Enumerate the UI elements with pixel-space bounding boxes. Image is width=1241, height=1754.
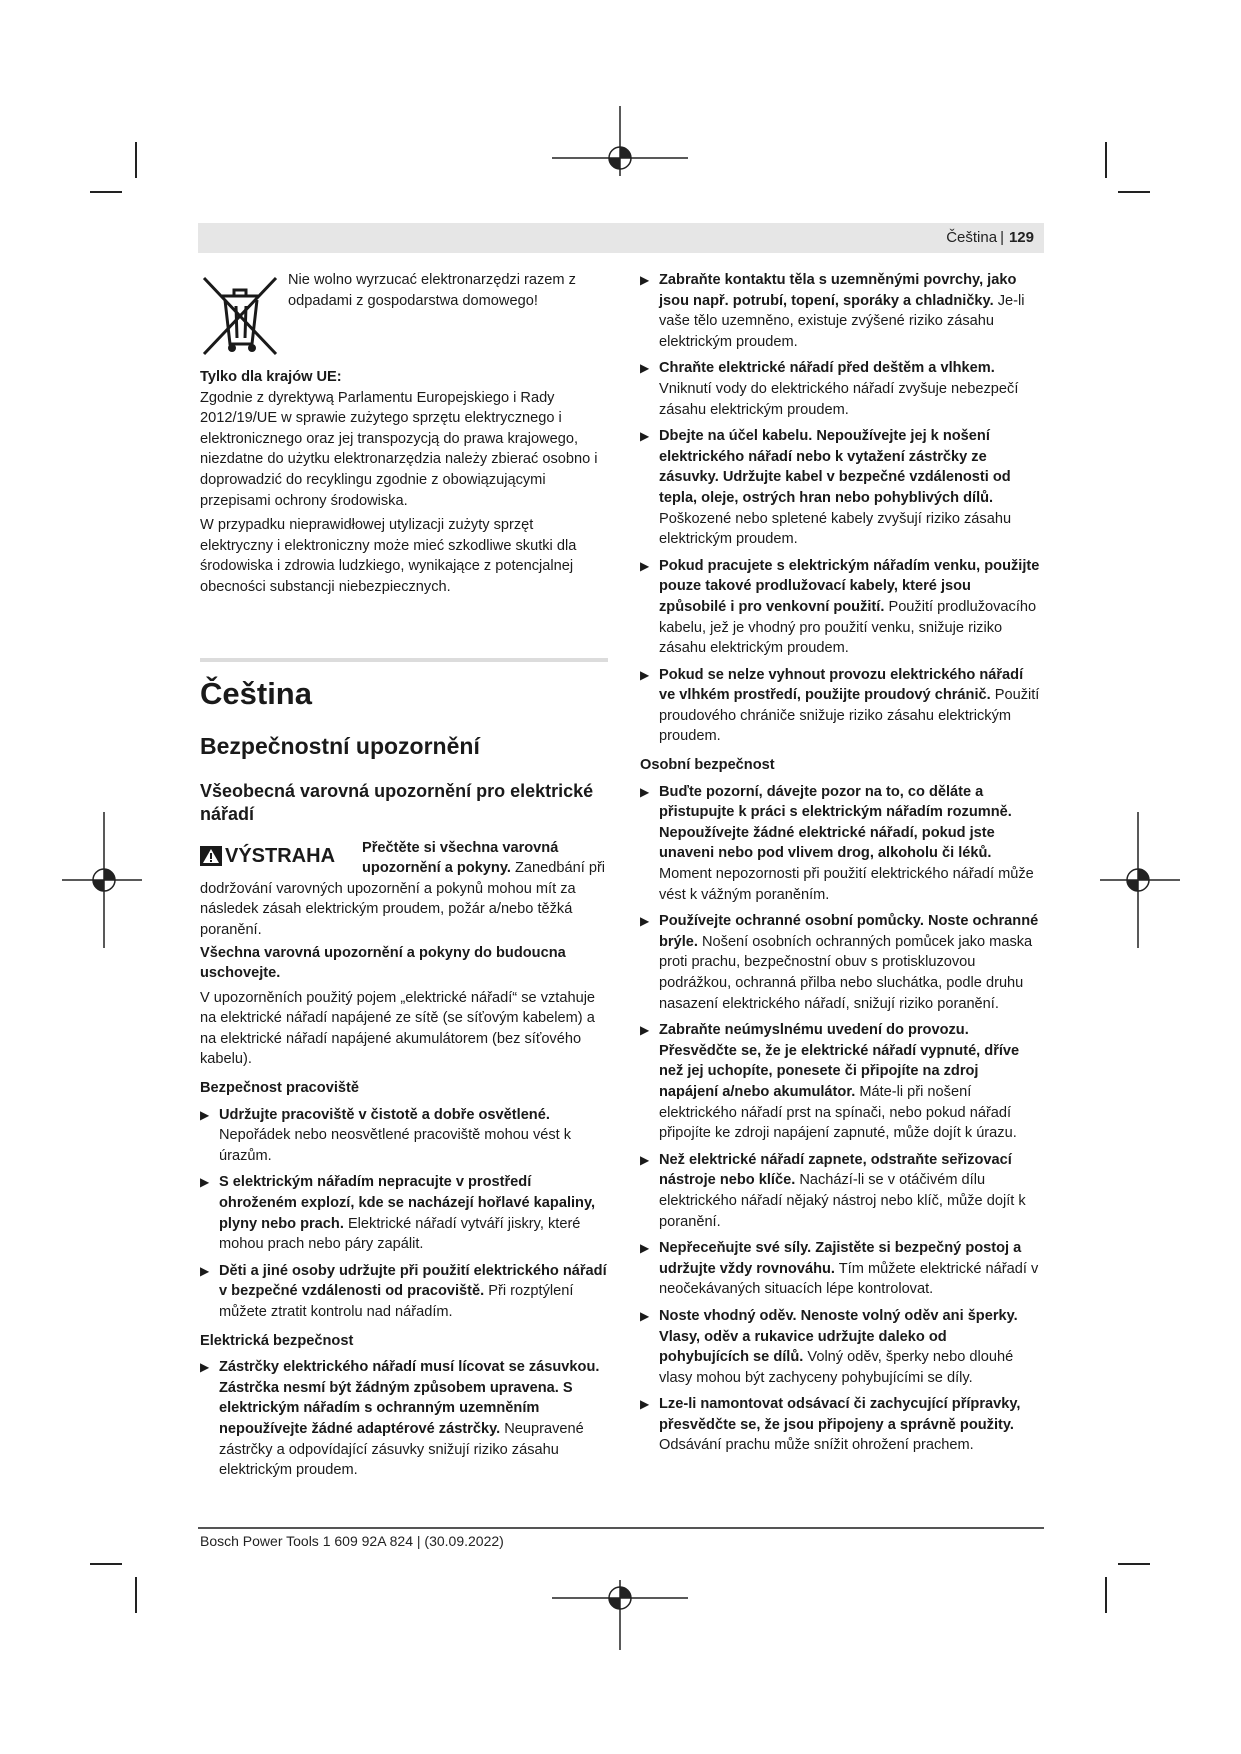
list-item — [640, 665, 1040, 747]
list-item — [640, 358, 1040, 420]
page-number: 129 — [1008, 229, 1034, 246]
item-bold-text: Buďte pozorní, dávejte pozor na to, co děláte a přistupujte k práci s elektrickým nářadím rozumně. Nepoužívejte žádné elektrické nářadí, pokud jste unaveni nebo pod vlivem drog, alkoholu či léků. — [659, 783, 1012, 862]
item-text: Nošení osobních ochranných pomůcek jako maska proti prachu, bezpečnostní obuv s protiskluzovou podrážkou, ochranná přilba nebo sluchátka, podle druhu nasazení elektrického nářadí, snižují riziko poranění. — [659, 933, 1033, 1012]
list-item — [200, 1105, 608, 1167]
item-text: Odsávání prachu může snížit ohrožení prachem. — [659, 1437, 974, 1454]
crop-mark — [135, 1577, 137, 1613]
list-item — [640, 556, 1040, 659]
list-item — [200, 1261, 608, 1323]
item-text: Při rozptýlení můžete ztratit kontrolu nad nářadím. — [219, 1283, 574, 1320]
safety-title: Bezpečnostní upozornění — [200, 732, 480, 759]
warning-text: Přečtěte si všechna varovná upozornění a pokyny. Zanedbání při dodržování varovných upozornění a pokynů mohou mít za následek zásah elektrickým proudem, požár a/nebo těžká poranění. — [200, 839, 606, 938]
workplace-heading: Bezpečnost pracoviště — [200, 1080, 359, 1097]
electric-list — [200, 1357, 608, 1481]
triangle-bullet-icon: ▶ — [200, 1175, 210, 1190]
item-bold-text: S elektrickým nářadím nepracujte v prostředí ohroženém explozí, kde se nacházejí hořlavé kapaliny, plyny nebo prach. — [219, 1174, 596, 1232]
crop-mark — [90, 191, 122, 193]
registration-mark-icon — [552, 106, 688, 176]
triangle-bullet-icon: ▶ — [640, 1241, 650, 1256]
crop-mark — [1105, 142, 1107, 178]
item-text: Nepořádek nebo neosvětlené pracoviště mohou vést k úrazům. — [219, 1127, 572, 1164]
header-section: Čeština — [946, 229, 998, 246]
triangle-bullet-icon: ▶ — [640, 273, 650, 287]
eu-heading: Tylko dla krajów UE: — [200, 369, 342, 385]
item-bold-text: Pokud se nelze vyhnout provozu elektrického nářadí ve vlhkém prostředí, použijte proudový chránič. — [659, 666, 1024, 704]
footer-text: Bosch Power Tools 1 609 92A 824 | (30.09.2022) — [200, 1533, 504, 1549]
item-bold-text: Lze-li namontovat odsávací či zachycující přípravky, přesvědčte se, že jsou připojeny a správně použity. — [659, 1396, 1021, 1433]
item-bold-text: Zabraňte neúmyslnému uvedení do provozu. Přesvědčte se, že je elektrické nářadí vypnuté, dříve než jej uchopíte, ponesete či připojíte na zdroj napájení a/nebo akumulátor. — [659, 1022, 1020, 1100]
triangle-bullet-icon: ▶ — [200, 1107, 210, 1122]
list-item — [640, 1150, 1040, 1232]
item-text: Nachází-li se v otáčivém dílu elektrického nářadí nějaký nástroj nebo klíč, může dojít k poranění. — [659, 1172, 1026, 1230]
list-item — [640, 1020, 1040, 1144]
item-text: Je-li vaše tělo uzemněno, existuje zvýšené riziko zásahu elektrickým proudem. — [659, 292, 1025, 350]
crop-mark — [90, 1563, 122, 1565]
workplace-list — [200, 1105, 608, 1323]
footer-divider — [198, 1527, 1044, 1529]
list-item — [640, 1394, 1040, 1456]
triangle-bullet-icon: ▶ — [640, 1308, 650, 1323]
registration-mark-icon — [552, 1580, 688, 1650]
triangle-bullet-icon: ▶ — [640, 361, 650, 376]
triangle-bullet-icon: ▶ — [640, 784, 650, 799]
language-title: Čeština — [200, 675, 312, 711]
triangle-bullet-icon: ▶ — [640, 429, 650, 444]
left-column — [200, 270, 608, 1481]
item-bold-text: Udržujte pracoviště v čistotě a dobře osvětlené. — [219, 1106, 550, 1123]
item-bold-text: Chraňte elektrické nářadí před deštěm a vlhkem. — [659, 360, 995, 377]
item-text: Vniknutí vody do elektrického nářadí zvyšuje nebezpečí zásahu elektrickým proudem. — [659, 380, 1019, 418]
electric-heading: Elektrická bezpečnost — [200, 1332, 354, 1349]
warning-triangle-icon — [200, 846, 222, 866]
list-item — [640, 270, 1040, 352]
item-text: Volný oděv, šperky nebo dlouhé vlasy mohou být zachyceny pohybujícími se díly. — [659, 1349, 1014, 1386]
item-bold-text: Dbejte na účel kabelu. Nepoužívejte jej k nošení elektrického nářadí nebo k vytažení zástrčky ze zásuvky. Udržujte kabel v bezpečné vzdálenosti od tepla, oleje, ostrých hran nebo pohyblivých dílů. — [659, 428, 1011, 506]
crop-mark — [1105, 1577, 1107, 1613]
list-item — [640, 1306, 1040, 1388]
warning-label — [200, 838, 360, 870]
weee-block — [200, 270, 608, 362]
section-divider — [200, 658, 608, 662]
item-bold-text: Zástrčky elektrického nářadí musí lícovat se zásuvkou. Zástrčka nesmí být žádným způsobem upravena. S elektrickým nářadím s ochranným uzemněním nepoužívejte žádné adaptérové zástrčky. — [219, 1359, 600, 1437]
item-bold-text: Pokud pracujete s elektrickým nářadím venku, použijte pouze takové prodlužovací kabely, které jsou způsobilé i pro venkovní použití. — [659, 557, 1040, 615]
item-text: Tím můžete elektrické nářadí v neočekávaných situacích lépe kontrolovat. — [659, 1260, 1039, 1298]
warning-label-text: VÝSTRAHA — [225, 844, 336, 867]
electric-list-continued — [640, 270, 1040, 747]
triangle-bullet-icon: ▶ — [640, 558, 650, 573]
triangle-bullet-icon: ▶ — [640, 667, 650, 682]
crop-mark — [135, 142, 137, 178]
triangle-bullet-icon: ▶ — [640, 1023, 650, 1038]
crop-mark — [1118, 1563, 1150, 1565]
list-item — [640, 782, 1040, 906]
crossed-bin-icon — [200, 270, 280, 358]
list-item — [640, 1238, 1040, 1300]
term-paragraph: V upozorněních použitý pojem „elektrické nářadí“ se vztahuje na elektrické nářadí napájené ze sítě (se síťovým kabelem) a na elektrické nářadí napájené akumulátorem (bez síťového kabelu). — [200, 989, 596, 1068]
triangle-bullet-icon: ▶ — [640, 1397, 650, 1412]
list-item — [640, 911, 1040, 1014]
item-text: Použití proudového chrániče snižuje riziko zásahu elektrickým proudem. — [659, 687, 1040, 745]
right-column — [640, 270, 1040, 1456]
item-text: Máte-li při nošení elektrického nářadí prst na spínači, nebo pokud nářadí připojíte ke zdroji napájení zapnuté, může dojít k úrazu. — [659, 1083, 1017, 1142]
item-bold-text: Než elektrické nářadí zapnete, odstraňte seřizovací nástroje nebo klíče. — [659, 1151, 1012, 1189]
triangle-bullet-icon: ▶ — [640, 914, 650, 929]
item-bold-text: Nepřeceňujte své síly. Zajistěte si bezpečný postoj a udržujte vždy rovnováhu. — [659, 1240, 1022, 1277]
eu-paragraph: Zgodnie z dyrektywą Parlamentu Europejskiego i Rady 2012/19/UE w sprawie zużytego sprzętu elektrycznego i elektronicznego oraz jej transpozycją do prawa krajowego, niezdatne do użytku elektronarzędzia należy zbierać osobno i doprowadzić do recyklingu zgodnie z obowiązującymi przepisami ochrony środowiska. — [200, 389, 598, 509]
list-item — [200, 1172, 608, 1254]
list-item — [640, 426, 1040, 550]
item-text: Použití prodlužovacího kabelu, jež je vhodný pro použití venku, snižuje riziko zásahu elektrickým proudem. — [659, 598, 1037, 657]
weee-text: Nie wolno wyrzucać elektronarzędzi razem z odpadami z gospodarstwa domowego! — [288, 272, 576, 309]
personal-list — [640, 782, 1040, 1456]
personal-heading: Osobní bezpečnost — [640, 757, 775, 774]
item-bold-text: Noste vhodný oděv. Nenoste volný oděv ani šperky. Vlasy, oděv a rukavice udržujte daleko od pohybujících se dílů. — [659, 1307, 1018, 1366]
item-text: Moment nepozornosti při použití elektrického nářadí může vést k vážným poraněním. — [659, 866, 1034, 903]
crop-mark — [1118, 191, 1150, 193]
item-bold-text: Zabraňte kontaktu těla s uzemněnými povrchy, jako jsou např. potrubí, topení, sporáky a chladničky. — [659, 272, 1017, 309]
triangle-bullet-icon: ▶ — [640, 1152, 650, 1167]
item-bold-text: Děti a jiné osoby udržujte při použití elektrického nářadí v bezpečné vzdálenosti od pracoviště. — [219, 1262, 607, 1300]
item-text: Poškozené nebo spletené kabely zvyšují riziko zásahu elektrickým proudem. — [659, 510, 1012, 548]
page-header — [198, 223, 1044, 253]
registration-mark-icon — [62, 812, 142, 948]
triangle-bullet-icon: ▶ — [200, 1360, 210, 1375]
header-title: Čeština | 129 — [946, 229, 1034, 246]
item-text: Neupravené zástrčky a odpovídající zásuvky snižují riziko zásahu elektrickým proudem. — [219, 1420, 584, 1479]
warning-block — [200, 838, 608, 941]
eu-paragraph: W przypadku nieprawidłowej utylizacji zużyty sprzęt elektryczny i elektroniczny może mieć szkodliwe skutki dla środowiska i zdrowia ludzkiego, wynikające z potencjalnej obecności substancji niebezpiecznych. — [200, 517, 577, 595]
registration-mark-icon — [1100, 812, 1180, 948]
list-item — [200, 1357, 608, 1481]
general-warnings-title: Všeobecná varovná upozornění pro elektrické nářadí — [200, 780, 594, 824]
triangle-bullet-icon: ▶ — [200, 1263, 210, 1278]
item-bold-text: Používejte ochranné osobní pomůcky. Noste ochranné brýle. — [659, 913, 1039, 950]
keep-instructions: Všechna varovná upozornění a pokyny do budoucna uschovejte. — [200, 944, 566, 982]
item-text: Elektrické nářadí vytváří jiskry, které mohou prach nebo páry zapálit. — [219, 1215, 581, 1253]
